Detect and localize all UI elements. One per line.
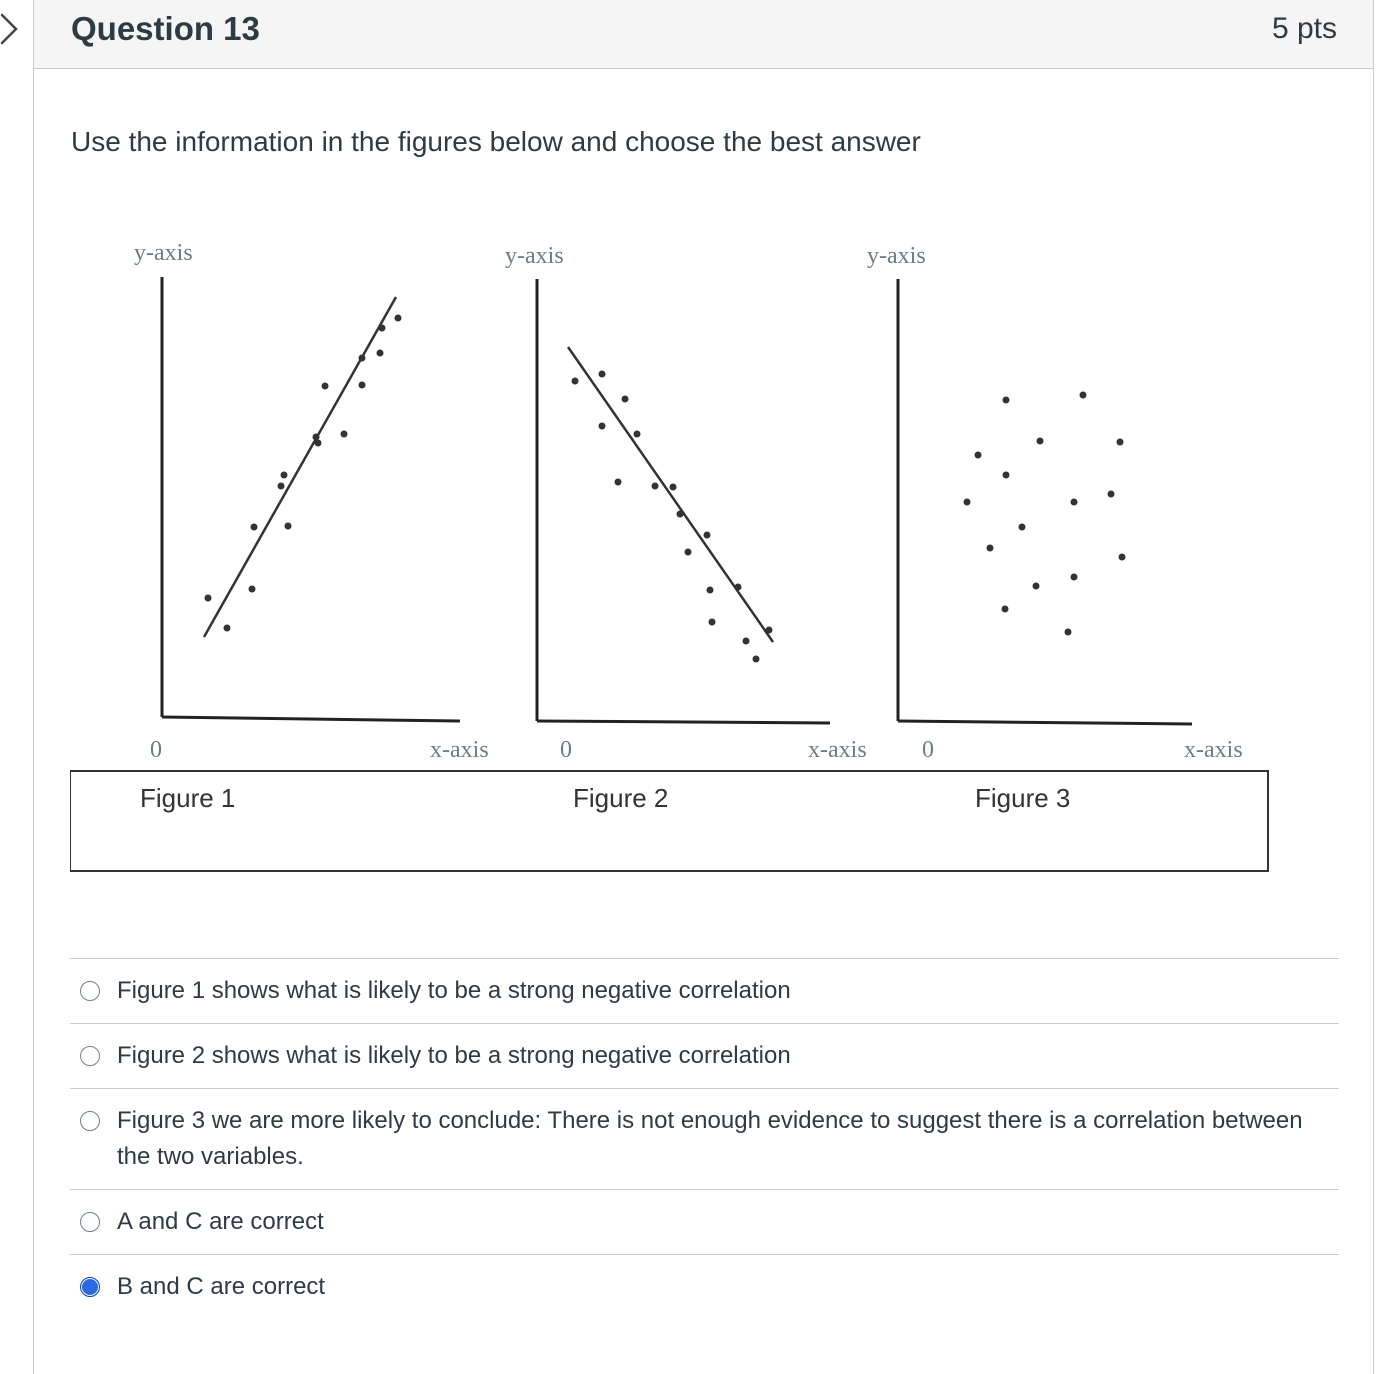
figure-1-ylabel: y-axis — [134, 240, 193, 266]
figure-2-xlabel: x-axis — [808, 737, 867, 763]
answer-label: B and C are correct — [117, 1273, 326, 1300]
radio-button[interactable] — [80, 1046, 100, 1066]
radio-button[interactable] — [80, 1212, 100, 1232]
figure-2-caption: Figure 2 — [573, 783, 669, 813]
figure-3-panel — [867, 243, 1243, 763]
answer-option-2[interactable] — [70, 1023, 1339, 1088]
figure-3-origin: 0 — [922, 737, 934, 763]
radio-button-selected[interactable] — [80, 1277, 100, 1297]
figure-1-origin: 0 — [150, 737, 162, 763]
question-prompt: Use the information in the figures below and choose the best answer — [71, 126, 921, 157]
answer-option-3[interactable] — [70, 1088, 1339, 1189]
figure-2-origin: 0 — [560, 737, 572, 763]
correlation-figures-image — [70, 205, 1272, 875]
answer-option-4[interactable] — [70, 1189, 1339, 1254]
answer-option-5[interactable] — [70, 1254, 1339, 1319]
figure-1-caption: Figure 1 — [140, 783, 236, 813]
question-points: 5 pts — [1271, 12, 1337, 45]
answer-label: A and C are correct — [117, 1208, 324, 1235]
figure-2-panel — [505, 243, 867, 763]
figure-3-ylabel: y-axis — [867, 243, 926, 269]
answer-label: Figure 1 shows what is likely to be a strong negative correlation — [117, 977, 791, 1004]
chevron-right-icon[interactable] — [0, 12, 20, 46]
figure-3-xlabel: x-axis — [1184, 737, 1243, 763]
figure-1-panel — [134, 240, 489, 763]
answer-option-1[interactable] — [70, 958, 1339, 1023]
answer-list — [70, 958, 1339, 1319]
figure-1-xlabel: x-axis — [430, 737, 489, 763]
figure-2-ylabel: y-axis — [505, 243, 564, 269]
answer-label: Figure 3 we are more likely to conclude: There is not enough evidence to suggest there is a correlation between the two variables. — [117, 1107, 1303, 1170]
question-title: Question 13 — [71, 10, 260, 47]
answer-label: Figure 2 shows what is likely to be a strong negative correlation — [117, 1042, 791, 1069]
radio-button[interactable] — [80, 1111, 100, 1131]
question-card — [33, 0, 1374, 1374]
question-header — [34, 0, 1373, 69]
caption-box — [70, 771, 1268, 871]
figure-3-caption: Figure 3 — [975, 783, 1071, 813]
radio-button[interactable] — [80, 981, 100, 1001]
